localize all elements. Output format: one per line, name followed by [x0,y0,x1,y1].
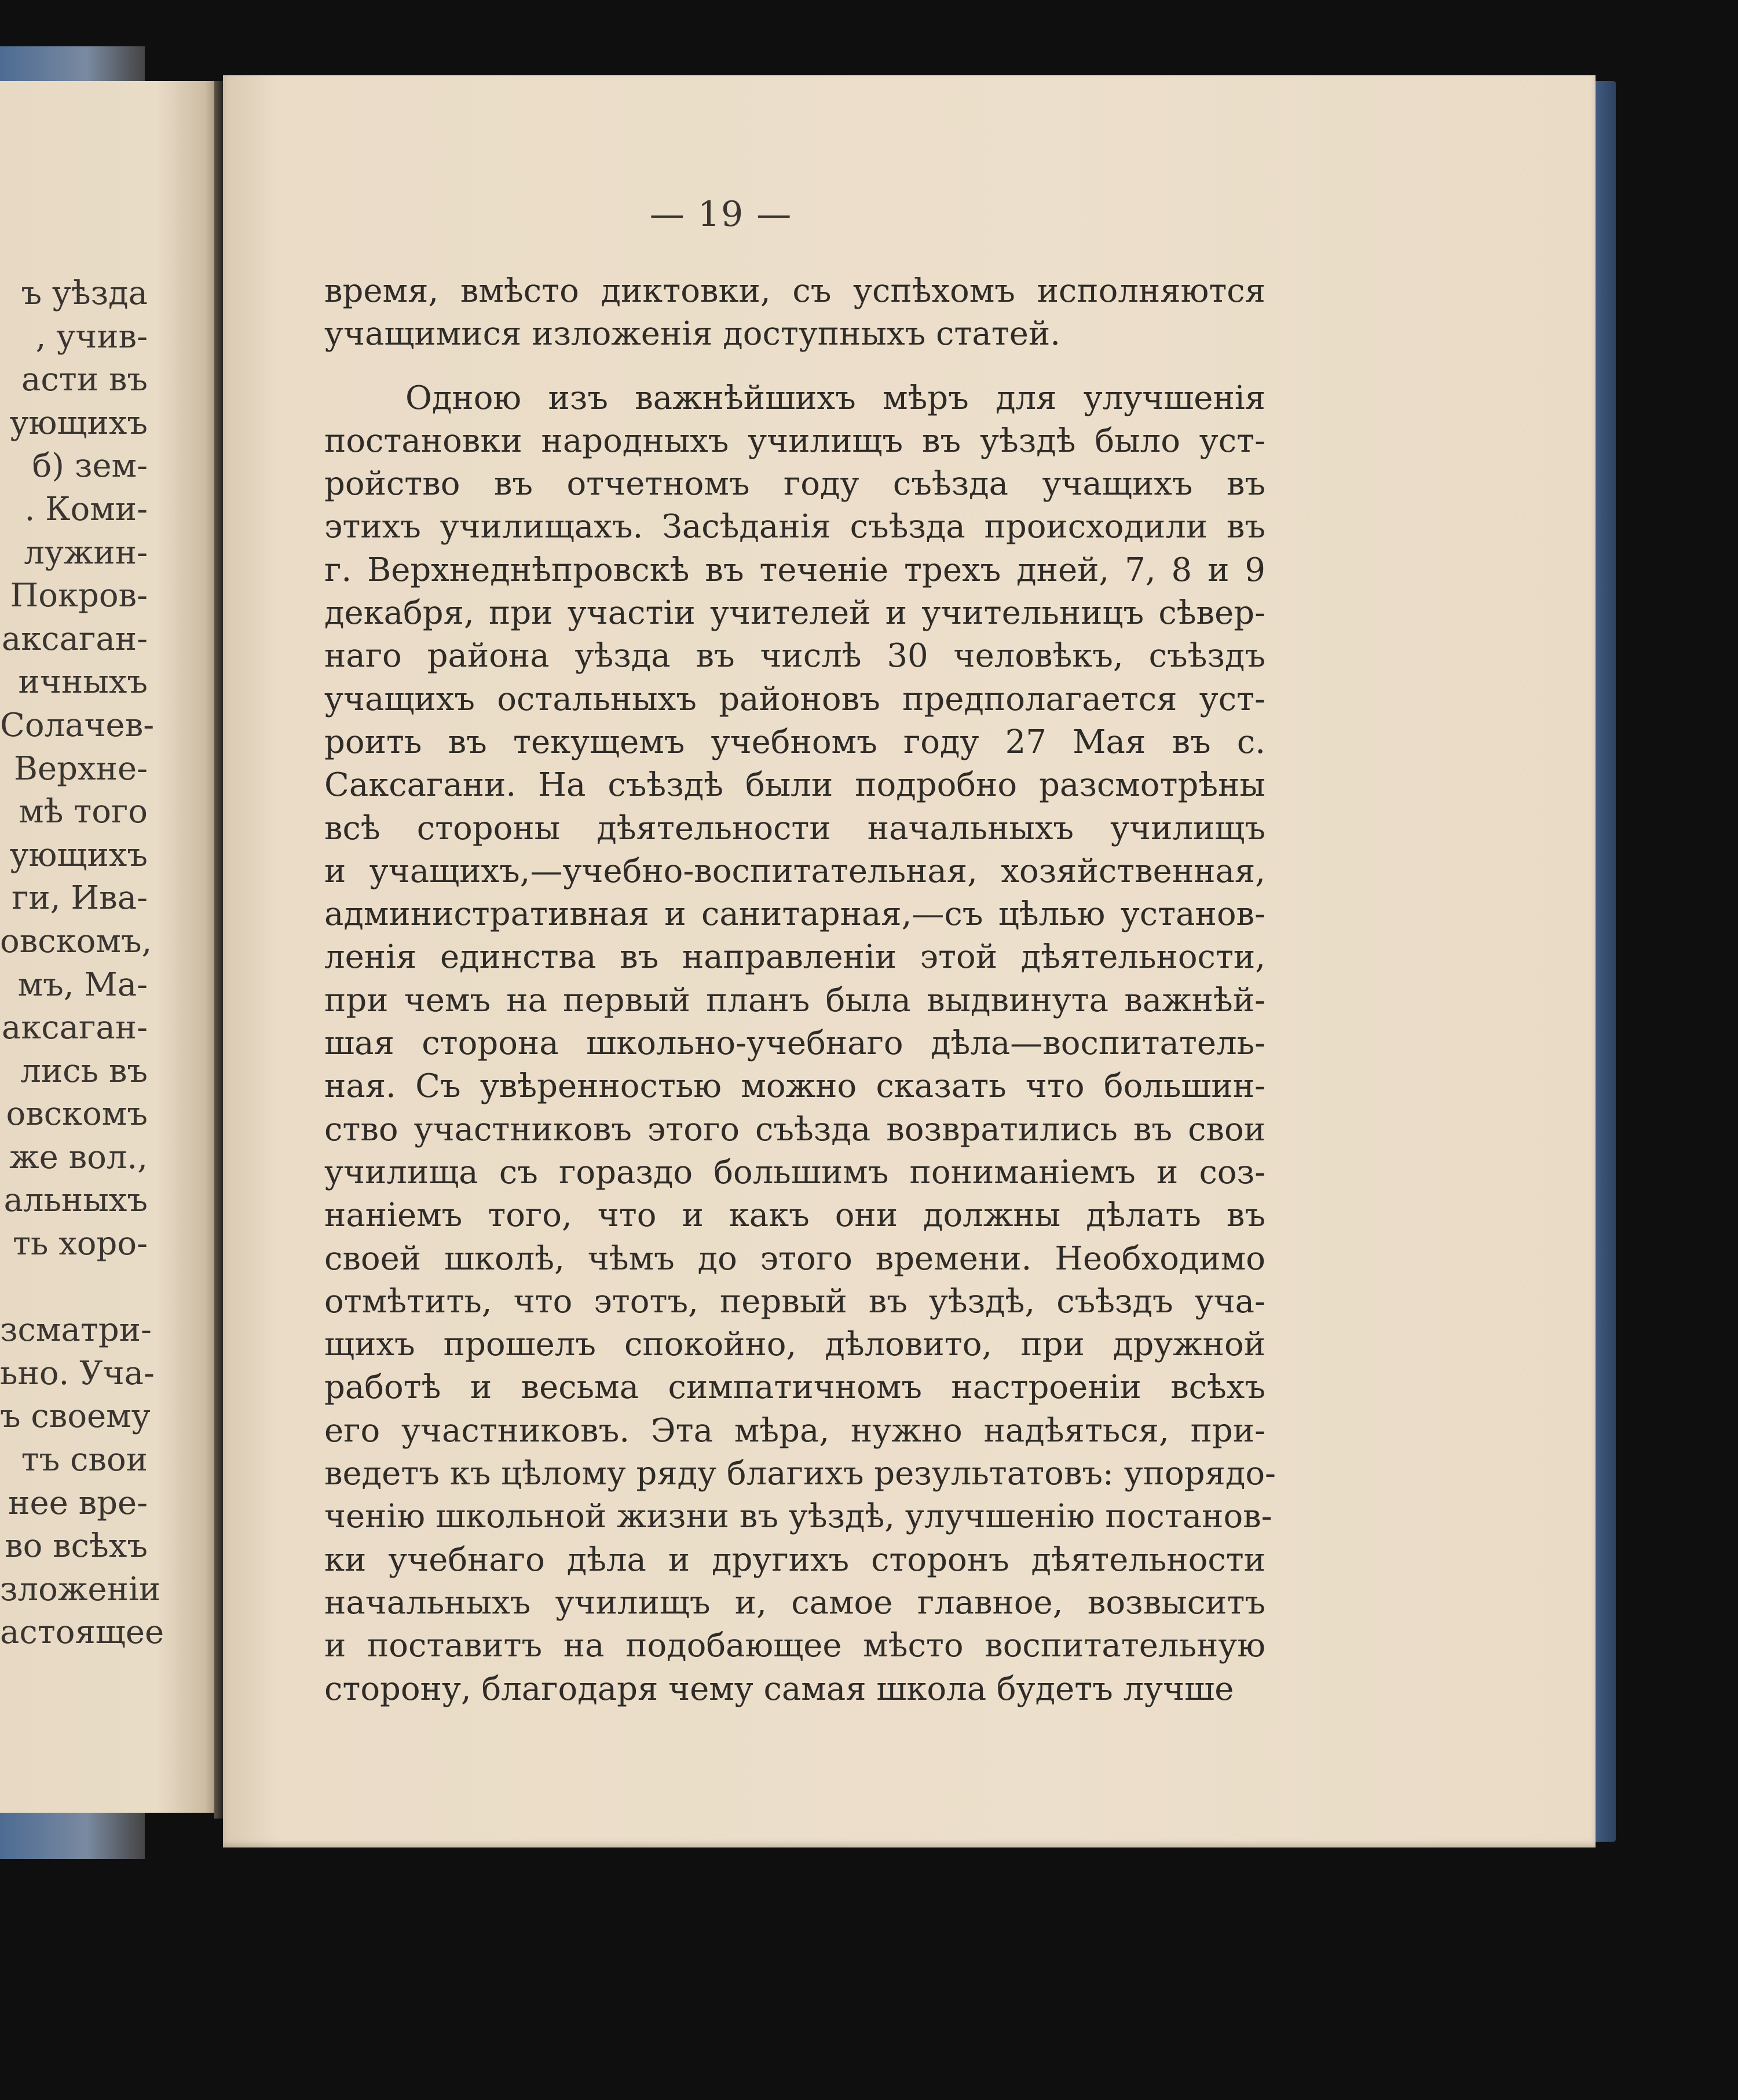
left-page-line: ть хоро- [12,1225,148,1263]
page-body-text [324,270,1276,1711]
text-line: ведетъ къ цѣлому ряду благихъ результатовъ: упорядо- [324,1455,1276,1493]
text-line: шая сторона школьно-учебнаго дѣла—воспитатель- [324,1025,1265,1063]
text-line: своей школѣ, чѣмъ до этого времени. Необходимо [324,1239,1265,1278]
text-line: г. Верхнеднѣпровскѣ въ теченіе трехъ дней, 7, 8 и 9 [324,551,1265,589]
left-page-line: . Коми- [24,490,148,528]
left-page-line: лись въ [20,1052,148,1090]
left-page-line: зсматри- [0,1311,152,1349]
text-line: отмѣтить, что этотъ, первый въ уѣздѣ, съѣздъ уча- [324,1282,1265,1320]
paragraph-gap [324,356,1265,377]
page-number: — 19 — [649,194,793,235]
left-page-line: во всѣхъ [5,1527,148,1565]
text-line: этихъ училищахъ. Засѣданія съѣзда происходили въ [324,508,1265,546]
left-page-line: аксаган- [1,1009,148,1047]
left-page-line: овскомъ, [0,922,152,960]
left-page-line: ги, Ива- [12,879,148,917]
left-page-line: ующихъ [9,404,148,442]
text-line: ки учебнаго дѣла и другихъ сторонъ дѣятельности [324,1541,1265,1579]
left-page-line: тъ свои [21,1441,148,1479]
text-line: всѣ стороны дѣятельности начальныхъ училищъ [324,809,1265,847]
text-line: и учащихъ,—учебно-воспитательная, хозяйственная, [324,852,1265,890]
left-page-line: нее вре- [8,1484,148,1522]
text-line: щихъ прошелъ спокойно, дѣловито, при дружной [324,1326,1265,1364]
left-page-line: альныхъ [3,1181,148,1220]
left-page-line: мъ, Ма- [17,965,148,1004]
text-line: декабря, при участіи учителей и учительницъ сѣвер- [324,594,1265,632]
left-page-line: ующихъ [9,836,148,874]
left-page-line: б) зем- [32,447,148,485]
text-line: при чемъ на первый планъ была выдвинута важнѣй- [324,981,1265,1019]
left-page-line: , учив- [35,317,148,356]
left-page-line: мѣ того [19,793,148,831]
left-page-line [0,1266,148,1309]
text-line: ство участниковъ этого съѣзда возвратились въ свои [324,1110,1265,1148]
text-line: начальныхъ училищъ и, самое главное, возвыситъ [324,1583,1265,1622]
left-page-line: аксаган- [1,620,148,658]
text-line: время, вмѣсто диктовки, съ успѣхомъ исполняются [324,272,1265,310]
text-line: и поставитъ на подобающее мѣсто воспитательную [324,1627,1265,1665]
text-line: административная и санитарная,—съ цѣлью установ- [324,895,1265,934]
text-line: Саксагани. На съѣздѣ были подробно разсмотрѣны [324,766,1265,804]
left-page-line: же вол., [9,1138,148,1176]
left-page-line: Покров- [10,577,148,615]
left-page-line: ьно. Уча- [0,1354,155,1392]
left-page-line: лужин- [24,533,148,572]
text-line: постановки народныхъ училищъ въ уѣздѣ было уст- [324,422,1265,460]
left-page-line: Солачев- [0,706,155,744]
text-line: ченію школьной жизни въ уѣздѣ, улучшенію постанов- [324,1498,1272,1536]
text-line: учащимися изложенія доступныхъ статей. [324,315,1060,353]
left-page-text [0,272,164,1655]
left-page-line: овскомъ [6,1095,148,1133]
text-line: его участниковъ. Эта мѣра, нужно надѣяться, при- [324,1411,1265,1450]
left-page-line: зложеніи [0,1570,161,1608]
text-line: наго района уѣзда въ числѣ 30 человѣкъ, съѣздъ [324,637,1265,675]
text-line: ная. Съ увѣренностью можно сказать что большин- [324,1067,1265,1106]
text-line: училища съ гораздо большимъ пониманіемъ и соз- [324,1153,1265,1191]
text-line: ройство въ отчетномъ году съѣзда учащихъ въ [324,465,1265,503]
text-line: наніемъ того, что и какъ они должны дѣлать въ [324,1197,1265,1235]
left-page-line: астоящее [0,1614,164,1652]
left-page-line: ъ уѣзда [21,275,148,312]
left-page [0,81,223,1813]
left-page-line: ъ своему [0,1397,151,1436]
text-line: сторону, благодаря чему самая школа будетъ лучше [324,1670,1234,1708]
text-line: роить въ текущемъ учебномъ году 27 Мая въ с. [324,723,1265,761]
text-line: работѣ и весьма симпатичномъ настроеніи всѣхъ [324,1369,1265,1407]
left-page-line: ичныхъ [18,663,148,701]
text-line: ленія единства въ направленіи этой дѣятельности, [324,938,1265,976]
left-page-line: Верхне- [13,749,148,788]
left-page-line: асти въ [21,361,148,399]
text-line: учащихъ остальныхъ районовъ предполагается уст- [324,680,1265,718]
text-line: Одною изъ важнѣйшихъ мѣръ для улучшенія [405,379,1265,417]
